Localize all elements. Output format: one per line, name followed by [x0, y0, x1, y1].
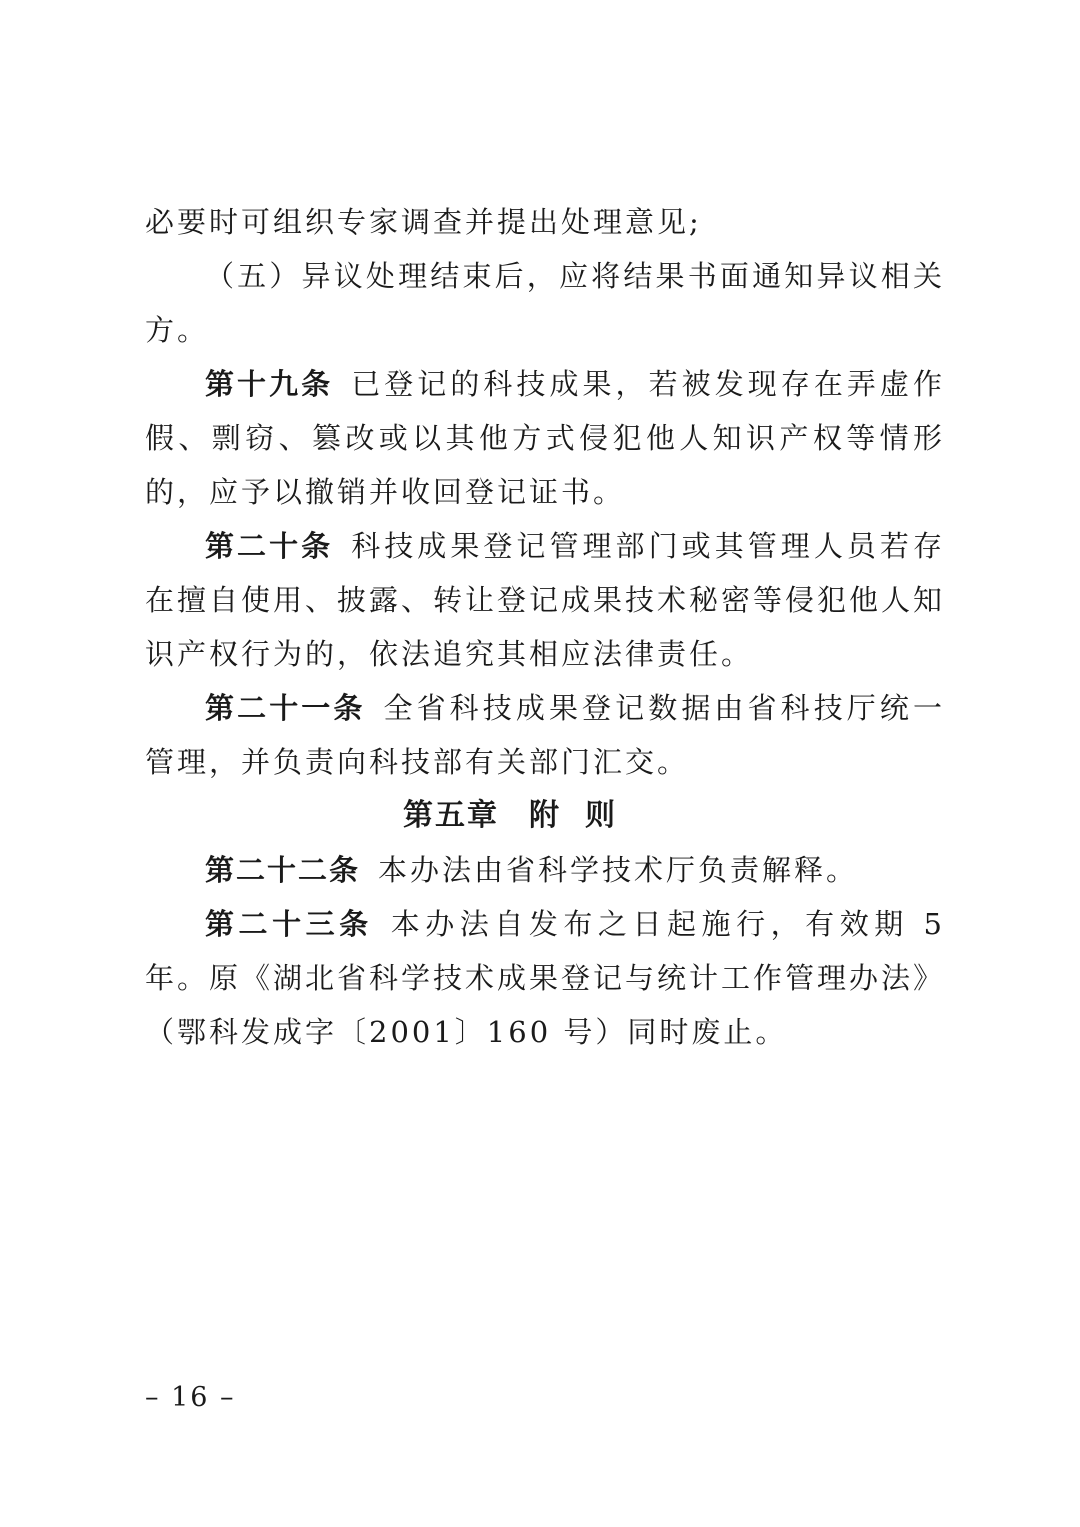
page-number: – 16 – — [145, 1382, 236, 1413]
paragraph-continuation — [145, 195, 945, 249]
article-text: 本办法自发布之日起施行，有效期 5 年。原《湖北省科学技术成果登记与统计工作管理办法》（鄂科发成字〔2001〕160 号）同时废止。 — [145, 907, 946, 1049]
paragraph-item-five — [145, 249, 945, 357]
article-text: 已登记的科技成果，若被发现存在弄虚作假、剽窃、篡改或以其他方式侵犯他人知识产权等情形的，应予以撤销并收回登记证书。 — [145, 367, 945, 509]
chapter-word-2: 则 — [585, 798, 617, 833]
article-label: 第二十一条 — [205, 691, 366, 725]
article-label: 第二十条 — [205, 529, 334, 563]
article-19 — [145, 357, 945, 519]
chapter-title — [145, 789, 945, 843]
article-21 — [145, 681, 945, 789]
chapter-word-1: 附 — [529, 798, 561, 833]
paragraph-text: 必要时可组织专家调查并提出处理意见; — [145, 205, 702, 239]
article-label: 第二十二条 — [205, 853, 361, 887]
article-text: 全省科技成果登记数据由省科技厅统一管理，并负责向科技部有关部门汇交。 — [145, 691, 945, 779]
article-text: 本办法由省科学技术厅负责解释。 — [378, 853, 859, 887]
paragraph-text: （五）异议处理结束后，应将结果书面通知异议相关方。 — [145, 259, 945, 347]
article-20 — [145, 519, 945, 681]
article-23 — [145, 897, 945, 1059]
article-22 — [145, 843, 945, 897]
article-label: 第十九条 — [205, 367, 334, 401]
article-label: 第二十三条 — [205, 907, 373, 941]
document-body — [145, 195, 945, 1059]
article-text: 科技成果登记管理部门或其管理人员若存在擅自使用、披露、转让登记成果技术秘密等侵犯他人知识产权行为的，依法追究其相应法律责任。 — [145, 529, 946, 671]
chapter-number: 第五章 — [403, 798, 499, 833]
